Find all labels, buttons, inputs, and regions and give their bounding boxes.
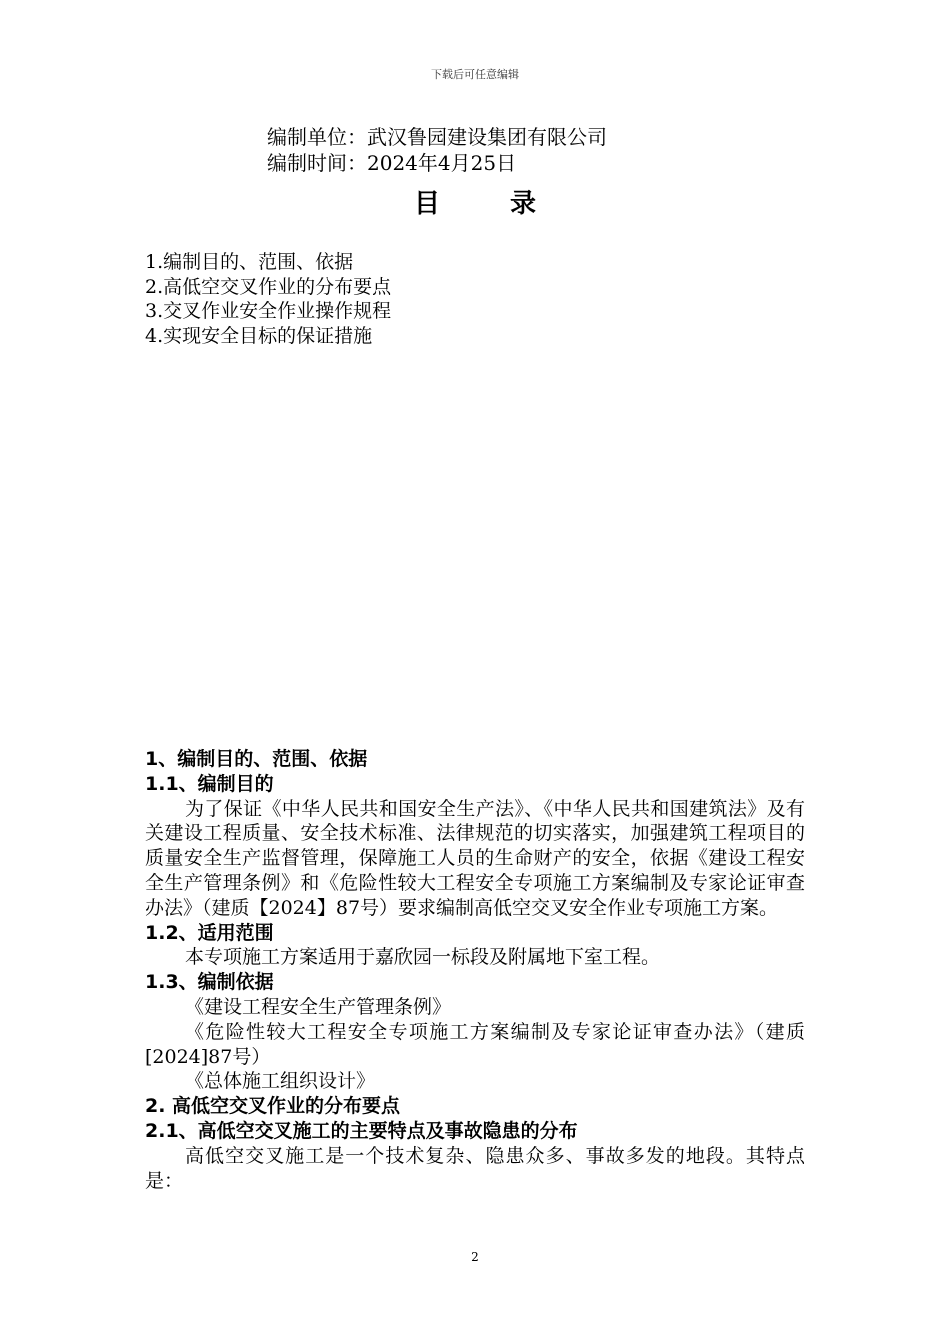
- basis-item: 《总体施工组织设计》: [185, 1070, 376, 1093]
- toc-item: 4.实现安全目标的保证措施: [145, 324, 373, 347]
- header-note: 下载后可任意编辑: [431, 68, 519, 81]
- paragraph: 高低空交叉施工是一个技术复杂、隐患众多、事故多发的地段。其特点是：: [145, 1144, 805, 1192]
- basis-item: 《危险性较大工程安全专项施工方案编制及专家论证审查办法》（建质[2024]87号）: [145, 1020, 805, 1068]
- toc-title: 目录: [413, 189, 606, 219]
- toc-list: [145, 250, 391, 348]
- toc-item: 1.编制目的、范围、依据: [145, 251, 354, 273]
- compile-unit: 编制单位：武汉鲁园建设集团有限公司: [267, 125, 607, 149]
- section-heading: 1、编制目的、范围、依据: [145, 748, 368, 770]
- compile-date: 编制时间：2024年4月25日: [267, 151, 517, 175]
- toc-item: 3.交叉作业安全作业操作规程: [145, 300, 392, 322]
- section-heading: 2. 高低空交叉作业的分布要点: [145, 1095, 401, 1118]
- paragraph: 本专项施工方案适用于嘉欣园一标段及附属地下室工程。: [185, 946, 661, 969]
- subsection-heading: 1.1、编制目的: [145, 772, 274, 795]
- paragraph: 为了保证《中华人民共和国安全生产法》、《中华人民共和国建筑法》及有关建设工程质量、安全技术标准、法律规范的切实落实，加强建筑工程项目的质量安全生产监督管理，保障施工人员的生命财产的安全，依据《建设工程安全生产管理条例》和《危险性较大工程安全专项施工方案编制及专家论证审查办法》（建质【2024】87号）要求编制高低空交叉安全作业专项施工方案。: [145, 797, 805, 919]
- main-content: [145, 747, 805, 1193]
- toc-item: 2.高低空交叉作业的分布要点: [145, 275, 392, 298]
- subsection-heading: 1.3、编制依据: [145, 971, 274, 994]
- page-number: 2: [471, 1250, 479, 1264]
- subsection-heading: 1.2、适用范围: [145, 921, 274, 944]
- subsection-heading: 2.1、高低空交叉施工的主要特点及事故隐患的分布: [145, 1119, 578, 1142]
- basis-item: 《建设工程安全生产管理条例》: [185, 995, 452, 1018]
